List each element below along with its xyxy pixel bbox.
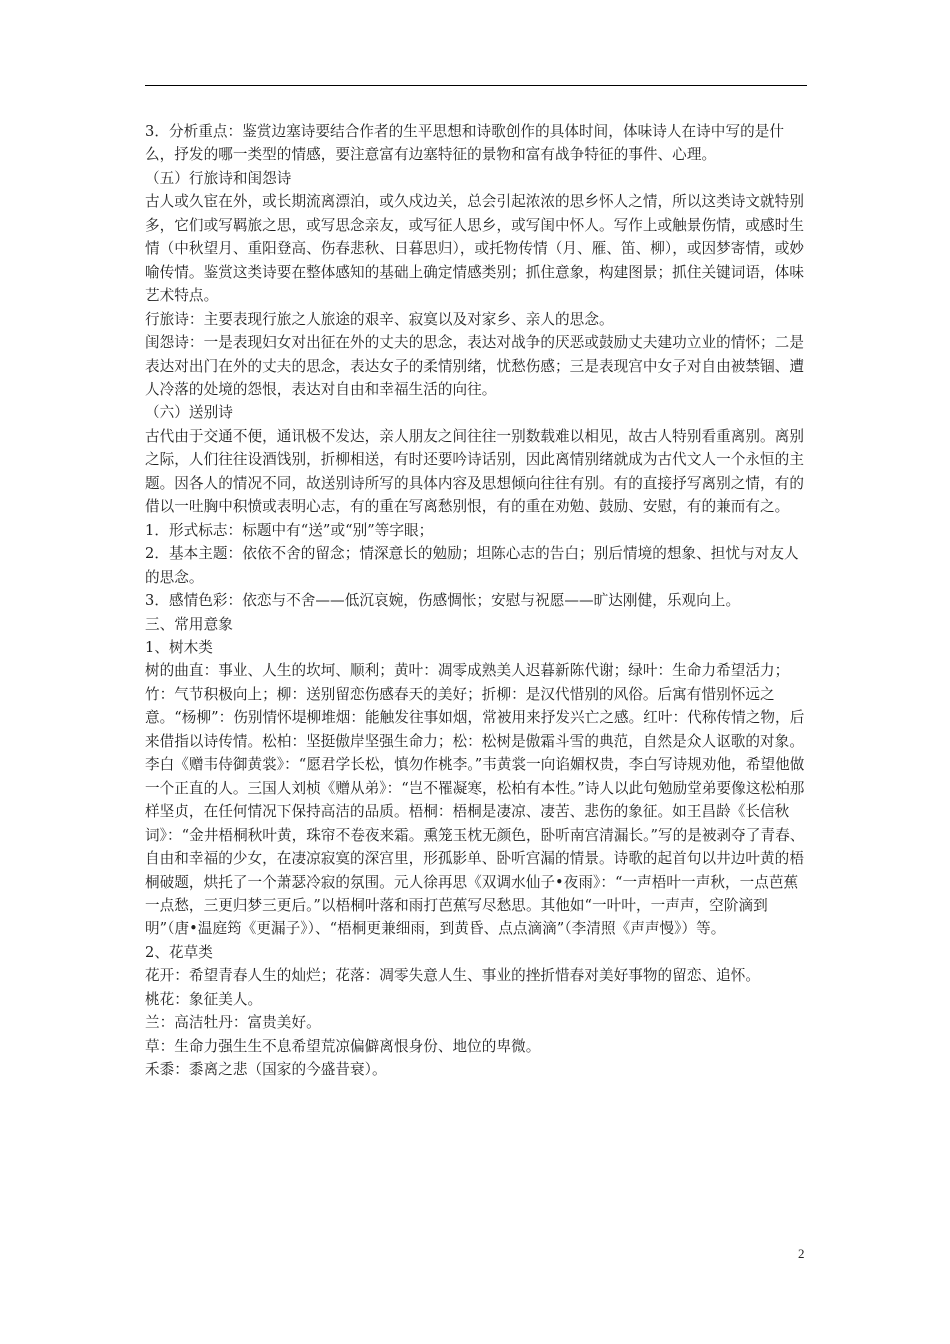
header-rule [145,85,807,86]
paragraph-trees: 树的曲直：事业、人生的坎坷、顺利；黄叶：凋零成熟美人迟暮新陈代谢；绿叶：生命力希望活力；竹：气节积极向上；柳：送别留恋伤感春天的美好；折柳：是汉代惜别的风俗。后寓有惜别怀远之意。“杨柳”：伤别情怀堤柳堆烟：能触发往事如烟，常被用来抒发兴亡之感。红叶：代称传情之物，后来借指以诗传情。松柏：坚挺傲岸坚强生命力；松：松树是傲霜斗雪的典范，自然是众人讴歌的对象。李白《赠韦侍御黄裳》：“愿君学长松，慎勿作桃李。”韦黄裳一向谄媚权贵，李白写诗规劝他，希望他做一个正直的人。三国人刘桢《赠从弟》：“岂不罹凝寒，松柏有本性。”诗人以此句勉励堂弟要像这松柏那样坚贞，在任何情况下保持高洁的品质。梧桐：梧桐是凄凉、凄苦、悲伤的象征。如王昌龄《长信秋词》：“金井梧桐秋叶黄，珠帘不卷夜来霜。熏笼玉枕无颜色，卧听南宫清漏长。”写的是被剥夺了青春、自由和幸福的少女，在凄凉寂寞的深宫里，形孤影单、卧听宫漏的情景。诗歌的起首句以井边叶黄的梧桐破题，烘托了一个萧瑟冷寂的氛围。元人徐再思《双调水仙子•夜雨》：“一声梧叶一声秋，一点芭蕉一点愁，三更归梦三更后。”以梧桐叶落和雨打芭蕉写尽愁思。其他如“一叶叶，一声声，空阶滴到明”（唐•温庭筠《更漏子》）、“梧桐更兼细雨，到黄昏、点点滴滴”（李清照《声声慢》）等。 [145,662,805,938]
section-heading-common-imagery: 三、常用意象 [145,615,233,633]
subheading-trees: 1、树木类 [145,638,213,656]
paragraph-millet: 禾黍：黍离之悲（国家的今盛昔衰）。 [145,1061,387,1079]
paragraph-flowers: 花开：希望青春人生的灿烂；花落：凋零失意人生、事业的挫折惜春对美好事物的留恋、追怀。 [145,967,761,985]
document-body [145,120,811,1082]
paragraph-travel-boudoir-intro: 古人或久宦在外，或长期流离漂泊，或久戍边关，总会引起浓浓的思乡怀人之情，所以这类诗文就特别多，它们或写羁旅之思，或写思念亲友，或写征人思乡，或写闺中怀人。写作上或触景伤情，或感时生情（中秋望月、重阳登高、伤春悲秋、日暮思归），或托物传情（月、雁、笛、柳），或因梦寄情，或妙喻传情。鉴赏这类诗要在整体感知的基础上确定情感类别；抓住意象，构建图景；抓住关键词语，体味艺术特点。 [145,193,805,305]
list-item-emotional-tone: 3．感情色彩：依恋与不舍——低沉哀婉，伤感惆怅；安慰与祝愿——旷达刚健，乐观向上。 [145,592,741,610]
paragraph-travel-poem: 行旅诗：主要表现行旅之人旅途的艰辛、寂寞以及对家乡、亲人的思念。 [145,310,614,328]
section-heading-travel-boudoir: （五）行旅诗和闺怨诗 [145,169,292,187]
paragraph-grass: 草：生命力强生生不息希望荒凉偏僻离恨身份、地位的卑微。 [145,1037,541,1055]
paragraph-boudoir-poem: 闺怨诗：一是表现妇女对出征在外的丈夫的思念，表达对战争的厌恶或鼓励丈夫建功立业的情怀；二是表达对出门在外的丈夫的思念，表达女子的柔情别绪，忧愁伤感；三是表现宫中女子对自由被禁锢、遭人冷落的处境的怨恨，表达对自由和幸福生活的向往。 [145,334,804,398]
paragraph-orchid-peony: 兰：高洁牡丹：富贵美好。 [145,1014,321,1032]
list-item-basic-theme: 2．基本主题：依依不舍的留念；情深意长的勉励；坦陈心志的告白；别后情境的想象、担忧与对友人的思念。 [145,545,799,586]
subheading-flowers-grass: 2、花草类 [145,943,213,961]
page-number: 2 [798,1246,805,1261]
paragraph-analysis-focus: 3．分析重点：鉴赏边塞诗要结合作者的生平思想和诗歌创作的具体时间，体味诗人在诗中写的是什么，抒发的哪一类型的情感，要注意富有边塞特征的景物和富有战争特征的事件、心理。 [145,123,785,164]
list-item-form-marker: 1．形式标志：标题中有“送”或“别”等字眼； [145,521,434,539]
paragraph-farewell-intro: 古代由于交通不便，通讯极不发达，亲人朋友之间往往一别数载难以相见，故古人特别看重离别。离别之际，人们往往设酒饯别，折柳相送，有时还要吟诗话别，因此离情别绪就成为古代文人一个永恒的主题。因各人的情况不同，故送别诗所写的具体内容及思想倾向往往有别。有的直接抒写离别之情，有的借以一吐胸中积愤或表明心志，有的重在写离愁别恨，有的重在劝勉、鼓励、安慰，有的兼而有之。 [145,427,804,516]
section-heading-farewell: （六）送别诗 [145,404,233,422]
paragraph-peach-blossom: 桃花：象征美人。 [145,990,263,1008]
